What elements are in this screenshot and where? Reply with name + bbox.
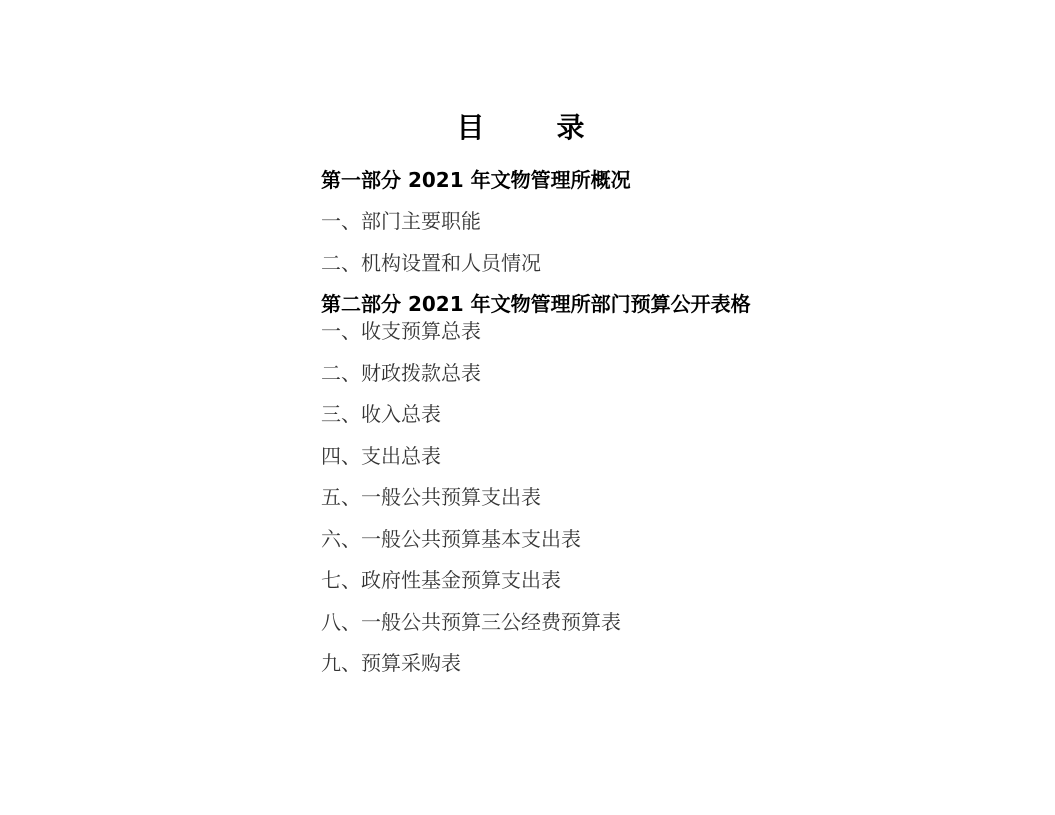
toc-item: 三、收入总表 [321, 402, 441, 426]
toc-item: 一、部门主要职能 [321, 209, 481, 233]
part1-heading: 第一部分 2021 年文物管理所概况 [321, 168, 631, 192]
toc-item: 八、一般公共预算三公经费预算表 [321, 610, 621, 634]
toc-item: 一、收支预算总表 [321, 319, 481, 343]
toc-item: 二、机构设置和人员情况 [321, 251, 541, 275]
toc-item: 九、预算采购表 [321, 651, 461, 675]
toc-item: 四、支出总表 [321, 444, 441, 468]
toc-item: 五、一般公共预算支出表 [321, 485, 541, 509]
toc-title: 目 录 [456, 111, 607, 144]
toc-item: 七、政府性基金预算支出表 [321, 568, 561, 592]
toc-item: 二、财政拨款总表 [321, 361, 481, 385]
part2-heading: 第二部分 2021 年文物管理所部门预算公开表格 [321, 292, 751, 316]
toc-item: 六、一般公共预算基本支出表 [321, 527, 581, 551]
